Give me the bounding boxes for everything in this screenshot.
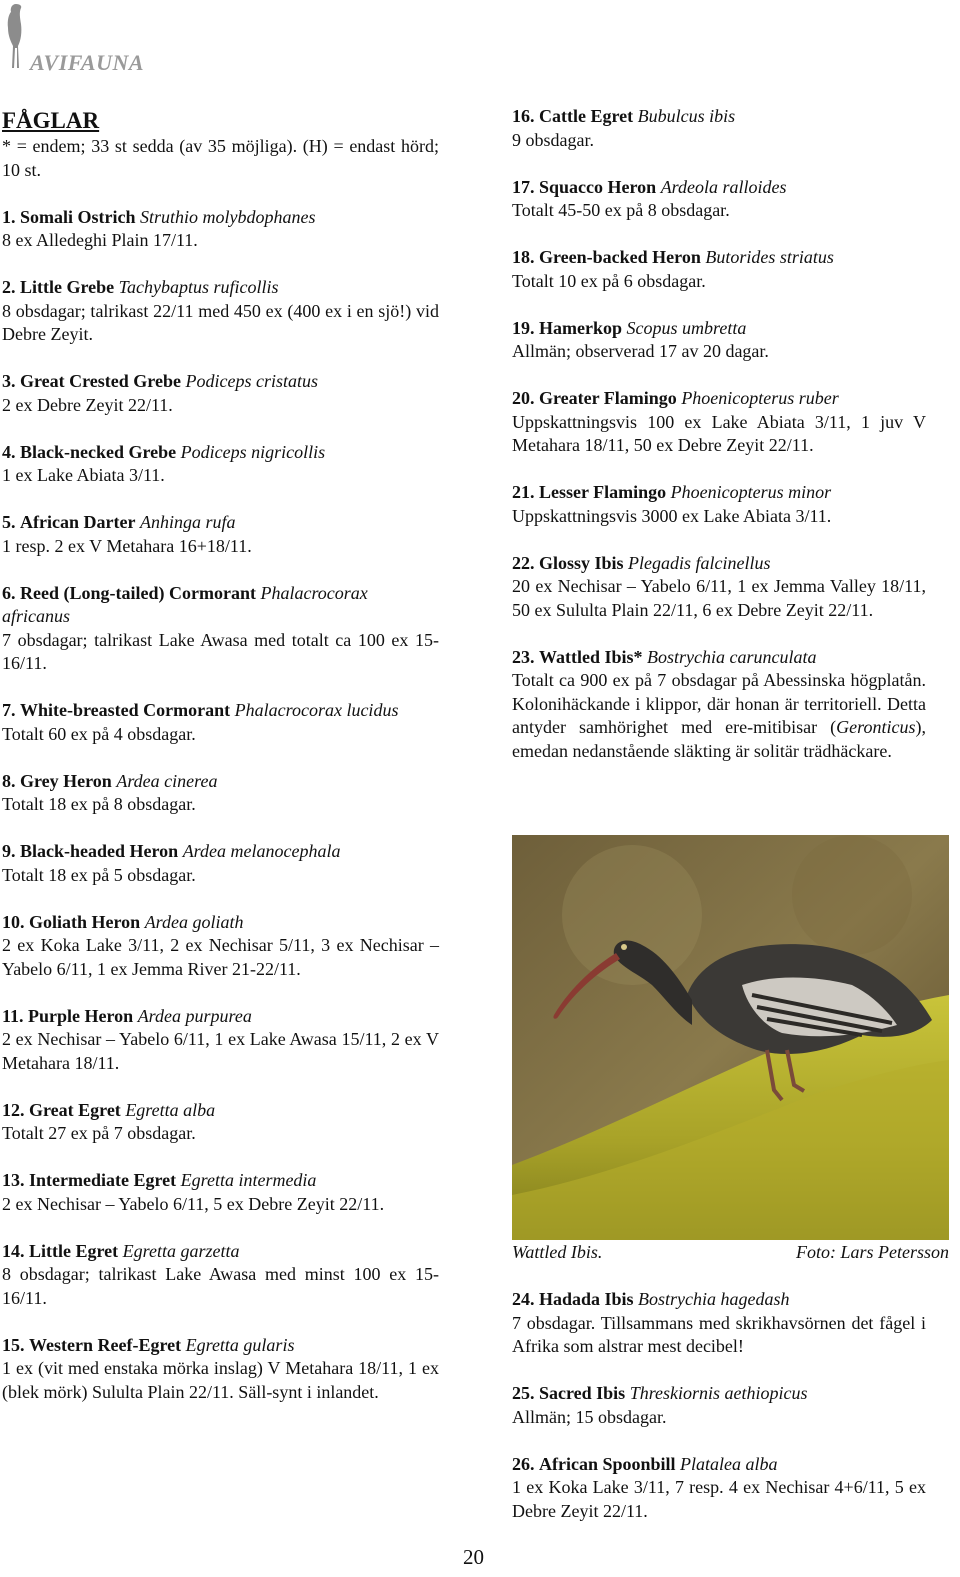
species-observations bbox=[2, 1357, 439, 1404]
species-entry bbox=[2, 1240, 439, 1311]
species-list-right bbox=[512, 105, 926, 763]
observation-text: 20 ex Nechisar – Yabelo 6/11, 1 ex Jemma Valley 18/11, 50 ex Sululta Plain 22/11, 6 ex Debre Zeyit 22/11. bbox=[512, 576, 926, 620]
observation-text: Totalt 27 ex på 7 obsdagar. bbox=[2, 1123, 196, 1143]
species-number: 4. bbox=[2, 441, 16, 462]
species-entry bbox=[2, 840, 439, 887]
species-name: Great Crested Grebe bbox=[20, 371, 181, 391]
species-number: 3. bbox=[2, 371, 16, 391]
observation-text: Totalt ca 900 ex på 7 obsdagar på Abessinska högplatån. Kolonihäckande i klippor, där honan är territoriell. Detta antyder samhörighet med ere-mitibisar ( bbox=[512, 670, 926, 737]
species-scientific-name: Platalea alba bbox=[680, 1453, 778, 1474]
species-observations bbox=[2, 934, 439, 981]
species-title bbox=[2, 511, 439, 535]
species-name: Somali Ostrich bbox=[20, 206, 136, 227]
observation-text: Allmän; observerad 17 av 20 dagar. bbox=[512, 341, 769, 361]
species-entry bbox=[512, 1288, 926, 1359]
species-entry bbox=[512, 387, 926, 458]
species-observations bbox=[512, 1312, 926, 1359]
species-name: Black-necked Grebe bbox=[20, 441, 177, 462]
species-observations bbox=[2, 300, 439, 347]
page-number: 20 bbox=[463, 1545, 484, 1569]
observation-text: 2 ex Nechisar – Yabelo 6/11, 1 ex Lake Awasa 15/11, 2 ex V Metahara 18/11. bbox=[2, 1029, 439, 1073]
species-number: 25. bbox=[512, 1383, 535, 1403]
species-entry bbox=[2, 1169, 439, 1216]
section-intro bbox=[2, 135, 439, 182]
species-entry bbox=[512, 176, 926, 223]
species-number: 13. bbox=[2, 1170, 25, 1190]
species-name: Little Egret bbox=[29, 1240, 119, 1261]
species-title bbox=[2, 699, 439, 723]
species-name: Cattle Egret bbox=[539, 106, 634, 126]
species-title bbox=[512, 552, 926, 576]
species-scientific-name: Anhinga rufa bbox=[139, 512, 236, 532]
species-name: Little Grebe bbox=[20, 277, 115, 297]
species-name: Lesser Flamingo bbox=[539, 482, 667, 502]
species-title bbox=[512, 317, 926, 341]
observation-text: Totalt 10 ex på 6 obsdagar. bbox=[512, 270, 706, 291]
observation-text: Uppskattningsvis 100 ex Lake Abiata 3/11, 1 juv V Metahara 18/11, 50 ex Debre Zeyit 22/11. bbox=[512, 411, 926, 455]
intro-text: * = endem; 33 st sedda (av 35 möjliga). (H) = endast hörd; 10 st. bbox=[2, 136, 439, 180]
species-observations bbox=[512, 199, 926, 223]
avifauna-logo bbox=[2, 2, 172, 74]
species-name: Greater Flamingo bbox=[539, 388, 677, 408]
species-scientific-name: Tachybaptus ruficollis bbox=[118, 277, 279, 297]
species-number: 24. bbox=[512, 1289, 535, 1309]
species-title bbox=[512, 481, 926, 505]
species-scientific-name: Phoenicopterus ruber bbox=[681, 388, 839, 408]
species-name: Purple Heron bbox=[28, 1005, 134, 1026]
species-scientific-name: Egretta alba bbox=[125, 1099, 216, 1120]
species-name: Wattled Ibis* bbox=[539, 646, 643, 667]
species-title bbox=[2, 770, 439, 794]
species-title bbox=[2, 1005, 439, 1029]
species-scientific-name: Struthio molybdophanes bbox=[140, 206, 316, 227]
species-number: 17. bbox=[512, 176, 535, 197]
species-name: Great Egret bbox=[29, 1099, 121, 1120]
species-observations bbox=[512, 505, 926, 529]
observation-text: 7 obsdagar. Tillsammans med skrikhavsörnen det fågel i Afrika som alstrar mest decibel! bbox=[512, 1312, 926, 1356]
species-scientific-name: Podiceps cristatus bbox=[185, 371, 318, 391]
species-name: Sacred Ibis bbox=[539, 1383, 626, 1403]
species-scientific-name: Plegadis falcinellus bbox=[628, 552, 771, 573]
photo-credit: Foto: Lars Petersson bbox=[796, 1242, 949, 1262]
species-title bbox=[512, 246, 926, 270]
observation-text: 2 ex Debre Zeyit 22/11. bbox=[2, 394, 173, 415]
species-observations bbox=[512, 669, 926, 763]
species-title bbox=[2, 1099, 439, 1123]
species-entry bbox=[512, 552, 926, 623]
species-name: Western Reef-Egret bbox=[29, 1334, 182, 1355]
species-entry bbox=[2, 511, 439, 558]
species-name: Intermediate Egret bbox=[29, 1170, 177, 1190]
species-name: Squacco Heron bbox=[539, 176, 657, 197]
section-heading: FÅGLAR bbox=[2, 108, 100, 133]
species-title bbox=[2, 1169, 439, 1193]
species-observations bbox=[2, 464, 439, 488]
species-name: Grey Heron bbox=[20, 770, 112, 791]
species-name: Reed (Long-tailed) Cormorant bbox=[20, 582, 256, 603]
species-number: 11. bbox=[2, 1005, 24, 1026]
species-list-left bbox=[2, 206, 439, 1405]
species-entry bbox=[2, 441, 439, 488]
observation-text: 2 ex Nechisar – Yabelo 6/11, 5 ex Debre Zeyit 22/11. bbox=[2, 1193, 385, 1214]
observation-text: Totalt 18 ex på 5 obsdagar. bbox=[2, 864, 196, 885]
species-scientific-name: Bostrychia hagedash bbox=[638, 1289, 790, 1309]
photo-caption bbox=[512, 1241, 949, 1264]
species-scientific-name: Scopus umbretta bbox=[626, 317, 747, 338]
species-scientific-name: Egretta intermedia bbox=[180, 1170, 317, 1190]
species-observations bbox=[512, 575, 926, 622]
observation-text: 1 ex Lake Abiata 3/11. bbox=[2, 465, 165, 485]
species-number: 22. bbox=[512, 552, 535, 573]
species-observations bbox=[2, 1193, 439, 1217]
species-title bbox=[2, 1240, 439, 1264]
observation-text: 9 obsdagar. bbox=[512, 129, 594, 150]
species-name: African Spoonbill bbox=[539, 1453, 676, 1474]
species-scientific-name: Threskiornis aethiopicus bbox=[629, 1383, 808, 1403]
species-title bbox=[2, 370, 439, 394]
left-column bbox=[2, 107, 439, 1428]
species-title bbox=[2, 1334, 439, 1358]
bird-silhouette-icon bbox=[2, 2, 32, 74]
species-number: 7. bbox=[2, 700, 16, 720]
species-title bbox=[2, 206, 439, 230]
species-name: Glossy Ibis bbox=[539, 552, 624, 573]
observation-text: Totalt 60 ex på 4 obsdagar. bbox=[2, 723, 196, 744]
species-name: Hadada Ibis bbox=[539, 1289, 634, 1309]
species-entry bbox=[2, 370, 439, 417]
species-name: African Darter bbox=[20, 512, 136, 532]
species-scientific-name: Ardea melanocephala bbox=[182, 841, 341, 861]
observation-text: 7 obsdagar; talrikast Lake Awasa med totalt ca 100 ex 15-16/11. bbox=[2, 629, 439, 673]
species-number: 19. bbox=[512, 317, 535, 338]
observation-sci-text: Geronticus bbox=[836, 717, 916, 737]
species-number: 1. bbox=[2, 206, 16, 227]
species-title bbox=[2, 441, 439, 465]
species-title bbox=[2, 276, 439, 300]
species-entry bbox=[512, 317, 926, 364]
species-number: 20. bbox=[512, 388, 535, 408]
species-title bbox=[512, 1453, 926, 1477]
species-title bbox=[512, 105, 926, 129]
species-number: 5. bbox=[2, 512, 16, 532]
species-entry bbox=[512, 1382, 926, 1429]
species-name: Hamerkop bbox=[539, 317, 622, 338]
species-observations bbox=[512, 411, 926, 458]
caption-text: Wattled Ibis. bbox=[512, 1242, 603, 1262]
right-column bbox=[512, 105, 926, 787]
species-entry bbox=[2, 276, 439, 347]
species-entry bbox=[2, 1334, 439, 1405]
observation-text: Uppskattningsvis 3000 ex Lake Abiata 3/11. bbox=[512, 505, 832, 526]
species-entry bbox=[512, 481, 926, 528]
species-name: Goliath Heron bbox=[29, 911, 141, 932]
species-number: 2. bbox=[2, 277, 16, 297]
species-number: 6. bbox=[2, 582, 16, 603]
observation-text: 2 ex Koka Lake 3/11, 2 ex Nechisar 5/11, 3 ex Nechisar – Yabelo 6/11, 1 ex Jemma River 21-22/11. bbox=[2, 935, 439, 979]
species-title bbox=[512, 387, 926, 411]
observation-text: 8 obsdagar; talrikast 22/11 med 450 ex (400 ex i en sjö!) vid Debre Zeyit. bbox=[2, 300, 439, 344]
observation-text: 1 resp. 2 ex V Metahara 16+18/11. bbox=[2, 535, 252, 556]
species-observations bbox=[2, 535, 439, 559]
species-observations bbox=[2, 394, 439, 418]
species-observations bbox=[512, 340, 926, 364]
species-number: 23. bbox=[512, 646, 535, 667]
species-entry bbox=[2, 1099, 439, 1146]
species-number: 14. bbox=[2, 1240, 25, 1261]
species-title bbox=[512, 1382, 926, 1406]
observation-text: 8 ex Alledeghi Plain 17/11. bbox=[2, 230, 198, 250]
species-entry bbox=[2, 582, 439, 676]
species-observations bbox=[2, 229, 439, 253]
species-observations bbox=[2, 793, 439, 817]
species-observations bbox=[2, 723, 439, 747]
species-number: 12. bbox=[2, 1099, 25, 1120]
species-name: Green-backed Heron bbox=[539, 247, 701, 267]
species-entry bbox=[512, 646, 926, 764]
observation-text: Totalt 18 ex på 8 obsdagar. bbox=[2, 794, 196, 814]
species-scientific-name: Egretta garzetta bbox=[122, 1240, 240, 1261]
observation-text: 8 obsdagar; talrikast Lake Awasa med minst 100 ex 15-16/11. bbox=[2, 1264, 439, 1308]
species-observations bbox=[2, 1122, 439, 1146]
species-name: White-breasted Cormorant bbox=[20, 700, 231, 720]
species-name: Black-headed Heron bbox=[20, 841, 179, 861]
species-scientific-name: Bubulcus ibis bbox=[637, 106, 736, 126]
species-scientific-name: Podiceps nigricollis bbox=[180, 441, 326, 462]
species-title bbox=[2, 911, 439, 935]
species-number: 8. bbox=[2, 770, 16, 791]
species-entry bbox=[2, 699, 439, 746]
species-entry bbox=[512, 105, 926, 152]
species-scientific-name: Butorides striatus bbox=[705, 247, 834, 267]
species-title bbox=[2, 840, 439, 864]
species-scientific-name: Ardea cinerea bbox=[116, 770, 218, 791]
species-observations bbox=[2, 1028, 439, 1075]
species-scientific-name: Phoenicopterus minor bbox=[670, 482, 832, 502]
species-title bbox=[512, 646, 926, 670]
observation-text: ), emedan nedanstående släkting är solitär trädhäckare. bbox=[512, 717, 926, 761]
wattled-ibis-photo bbox=[512, 835, 949, 1240]
species-observations bbox=[512, 1406, 926, 1430]
species-scientific-name: Ardea purpurea bbox=[137, 1005, 252, 1026]
observation-text: 1 ex (vit med enstaka mörka inslag) V Metahara 18/11, 1 ex (blek mörk) Sululta Plain 22/11. Säll-synt i inlandet. bbox=[2, 1358, 439, 1402]
species-scientific-name: Egretta gularis bbox=[185, 1334, 295, 1355]
species-title bbox=[512, 176, 926, 200]
species-number: 26. bbox=[512, 1453, 535, 1474]
species-number: 15. bbox=[2, 1334, 25, 1355]
species-scientific-name: Phalacrocorax africanus bbox=[2, 582, 368, 626]
species-observations bbox=[2, 1263, 439, 1310]
species-entry bbox=[2, 770, 439, 817]
species-entry bbox=[2, 1005, 439, 1076]
observation-text: 1 ex Koka Lake 3/11, 7 resp. 4 ex Nechisar 4+6/11, 5 ex Debre Zeyit 22/11. bbox=[512, 1477, 926, 1521]
species-observations bbox=[512, 129, 926, 153]
species-scientific-name: Ardea goliath bbox=[144, 911, 244, 932]
species-entry bbox=[2, 206, 439, 253]
species-entry bbox=[512, 246, 926, 293]
species-observations bbox=[2, 629, 439, 676]
species-observations bbox=[512, 1476, 926, 1523]
logo-text: AVIFAUNA bbox=[30, 50, 145, 75]
species-list-right-lower bbox=[512, 1288, 926, 1523]
species-number: 10. bbox=[2, 911, 25, 932]
right-column-lower bbox=[512, 1288, 926, 1547]
species-scientific-name: Bostrychia carunculata bbox=[647, 646, 817, 667]
species-title bbox=[512, 1288, 926, 1312]
species-entry bbox=[512, 1453, 926, 1524]
species-scientific-name: Ardeola ralloides bbox=[660, 176, 787, 197]
species-observations bbox=[512, 270, 926, 294]
observation-text: Allmän; 15 obsdagar. bbox=[512, 1406, 667, 1427]
species-entry bbox=[2, 911, 439, 982]
species-number: 16. bbox=[512, 106, 535, 126]
species-number: 18. bbox=[512, 247, 535, 267]
species-title bbox=[2, 582, 439, 629]
species-observations bbox=[2, 864, 439, 888]
ibis-illustration bbox=[512, 835, 949, 1240]
observation-text: Totalt 45-50 ex på 8 obsdagar. bbox=[512, 200, 730, 220]
species-number: 21. bbox=[512, 482, 535, 502]
species-number: 9. bbox=[2, 841, 16, 861]
species-scientific-name: Phalacrocorax lucidus bbox=[234, 700, 399, 720]
